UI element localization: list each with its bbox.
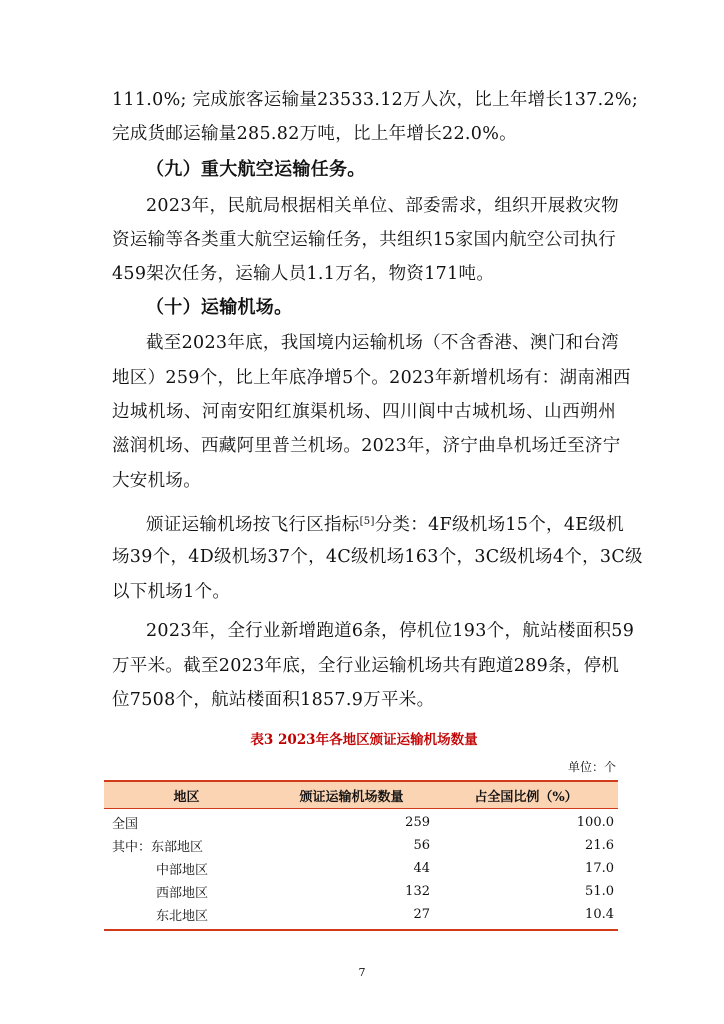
cell-count: 27 bbox=[413, 907, 430, 922]
cell-count: 56 bbox=[413, 838, 430, 853]
cell-count: 259 bbox=[405, 815, 430, 830]
paragraph-line: 以下机场1个。 bbox=[112, 582, 231, 602]
paragraph-line bbox=[146, 510, 624, 537]
paragraph-line: 滋润机场、西藏阿里普兰机场。2023年，济宁曲阜机场迁至济宁 bbox=[112, 436, 621, 456]
table-unit: 单位：个 bbox=[567, 760, 616, 774]
airport-table bbox=[104, 780, 618, 931]
cell-region: 全国 bbox=[112, 817, 139, 832]
header-region: 地区 bbox=[173, 789, 200, 805]
page-number: 7 bbox=[358, 966, 366, 979]
header-count: 颁证运输机场数量 bbox=[299, 789, 404, 805]
table-row bbox=[104, 903, 618, 926]
paragraph-line: 459架次任务，运输人员1.1万名，物资171吨。 bbox=[112, 264, 495, 284]
paragraph-line: 截至2023年底，我国境内运输机场（不含香港、澳门和台湾 bbox=[146, 333, 619, 353]
paragraph-line: 边城机场、河南安阳红旗渠机场、四川阆中古城机场、山西朔州 bbox=[112, 402, 616, 422]
paragraph-line: 2023年，全行业新增跑道6条，停机位193个，航站楼面积59 bbox=[146, 621, 635, 641]
cell-region: 东北地区 bbox=[156, 909, 209, 924]
cell-region: 中部地区 bbox=[156, 863, 209, 878]
text-run: 分类：4F级机场15个，4E级机 bbox=[374, 515, 624, 535]
table-row bbox=[104, 811, 618, 834]
table-caption: 表3 2023年各地区颁证运输机场数量 bbox=[250, 732, 478, 748]
section-heading-10: （十）运输机场。 bbox=[146, 297, 293, 318]
cell-count: 44 bbox=[413, 861, 430, 876]
paragraph-line: 场39个，4D级机场37个，4C级机场163个，3C级机场4个，3C级 bbox=[112, 547, 643, 567]
text-run: 颁证运输机场按飞行区指标 bbox=[146, 515, 360, 535]
cell-share: 100.0 bbox=[576, 815, 614, 830]
cell-share: 17.0 bbox=[585, 861, 614, 876]
paragraph-line: 地区）259个，比上年底净增5个。2023年新增机场有：湖南湘西 bbox=[112, 368, 631, 388]
cell-share: 10.4 bbox=[585, 907, 614, 922]
section-heading-9: （九）重大航空运输任务。 bbox=[146, 159, 366, 180]
table-header-row bbox=[104, 782, 618, 809]
table-body bbox=[104, 809, 618, 929]
table-row bbox=[104, 880, 618, 903]
paragraph-line: 111.0%; 完成旅客运输量23533.12万人次，比上年增长137.2%; bbox=[112, 90, 639, 110]
table-row bbox=[104, 857, 618, 880]
cell-share: 51.0 bbox=[585, 884, 614, 899]
paragraph-line: 万平米。截至2023年底，全行业运输机场共有跑道289条，停机 bbox=[112, 656, 620, 676]
cell-share: 21.6 bbox=[585, 838, 614, 853]
header-share: 占全国比例（%） bbox=[474, 789, 578, 805]
paragraph-line: 2023年，民航局根据相关单位、部委需求，组织开展救灾物 bbox=[146, 196, 619, 216]
paragraph-line: 位7508个，航站楼面积1857.9万平米。 bbox=[112, 690, 435, 710]
footnote-ref: [5] bbox=[359, 516, 375, 527]
cell-region: 其中：东部地区 bbox=[112, 840, 204, 855]
paragraph-line: 完成货邮运输量285.82万吨，比上年增长22.0%。 bbox=[112, 124, 517, 144]
table-row bbox=[104, 834, 618, 857]
paragraph-line: 资运输等各类重大航空运输任务，共组织15家国内航空公司执行 bbox=[112, 230, 616, 250]
cell-count: 132 bbox=[405, 884, 430, 899]
cell-region: 西部地区 bbox=[156, 886, 209, 901]
paragraph-line: 大安机场。 bbox=[112, 471, 201, 491]
